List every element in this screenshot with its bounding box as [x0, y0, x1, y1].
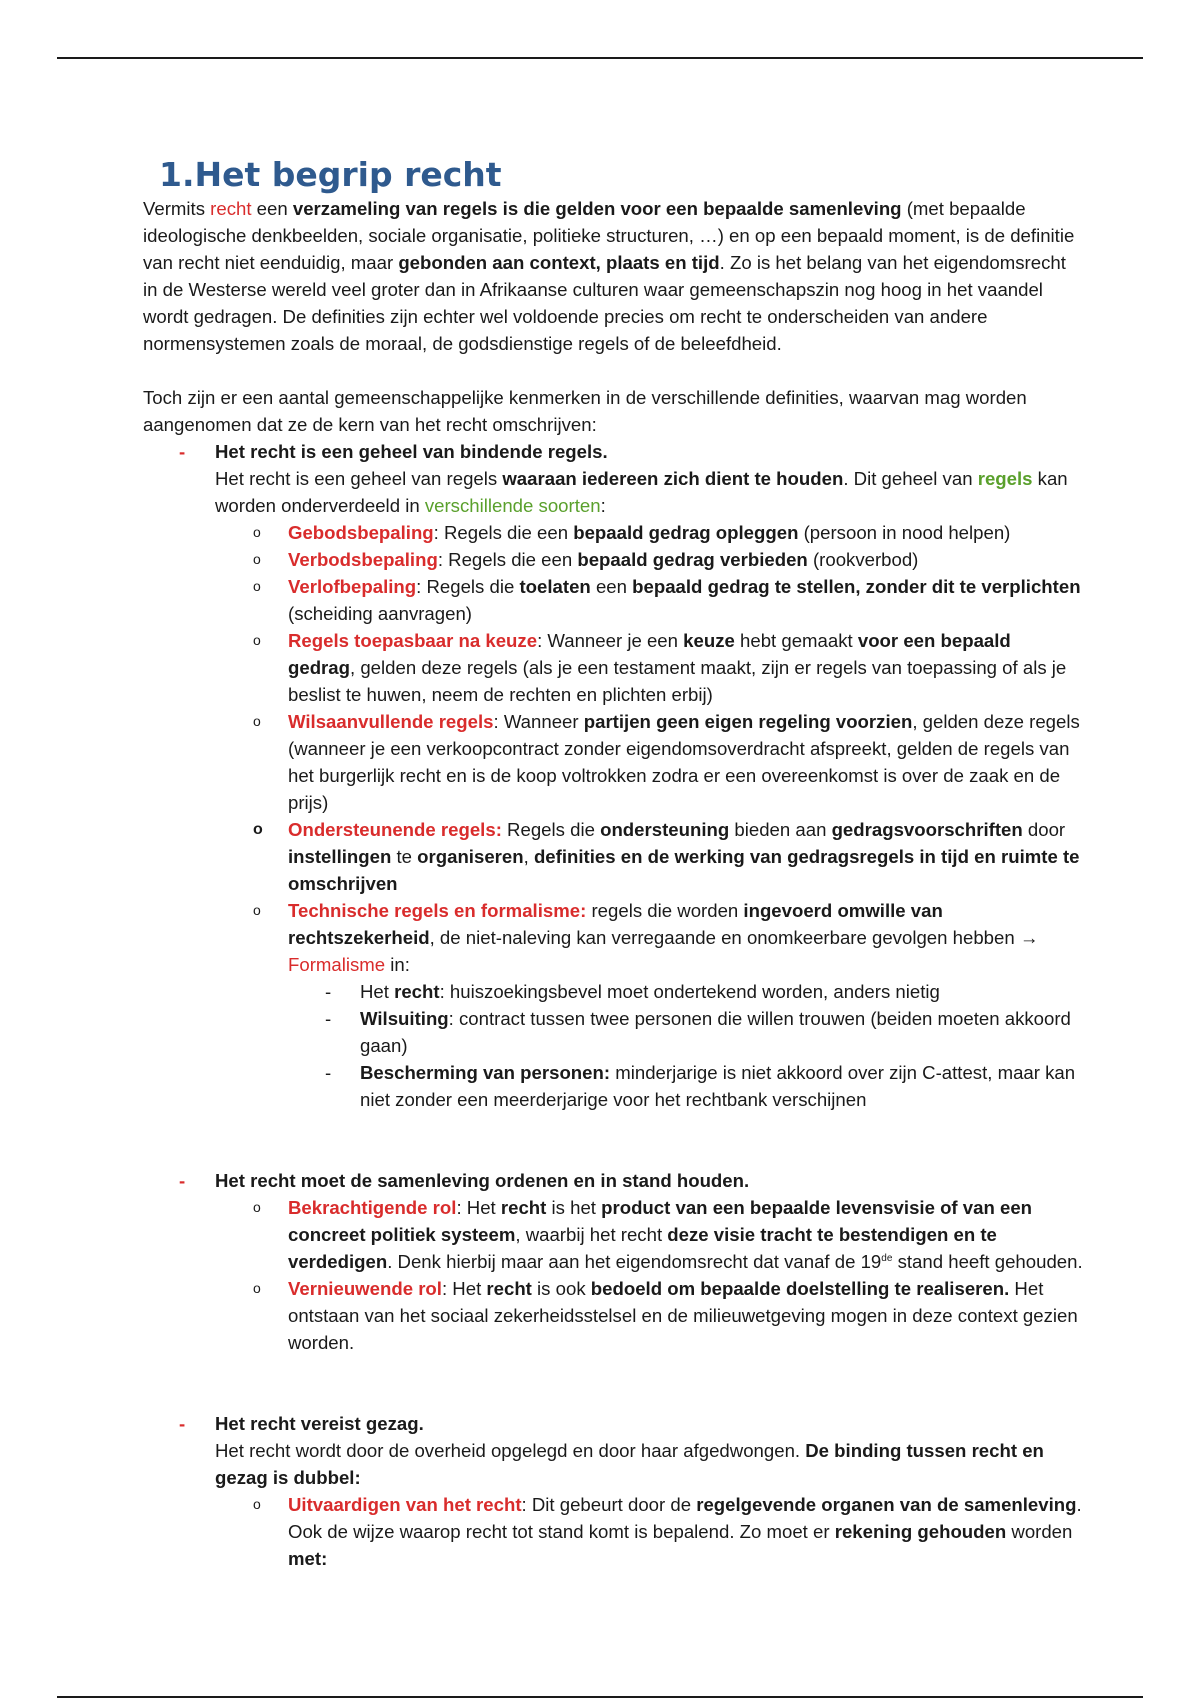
dash-bullet: -: [325, 981, 332, 1002]
section-text: Het recht wordt door de overheid opgelegd en door haar afgedwongen. De binding tussen recht en gezag is dubbel:: [215, 1440, 1044, 1488]
section-heading: Het recht moet de samenleving ordenen en in stand houden.: [215, 1170, 750, 1191]
circle-bullet: o: [253, 821, 263, 838]
circle-bullet: o: [253, 1280, 261, 1296]
list-item: - Bescherming van personen: minderjarige is niet akkoord over zijn C-attest, maar kan niet zonder een meerderjarige voor het rechtbank verschijnen: [143, 1059, 1083, 1113]
list-item: o Vernieuwende rol: Het recht is ook bedoeld om bepaalde doelstelling te realiseren. Het ontstaan van het sociaal zekerheidsstelsel en de milieuwetgeving mogen in deze context gezien worden.: [143, 1275, 1083, 1356]
section-text: Het recht is een geheel van regels waaraan iedereen zich dient te houden. Dit geheel van regels kan worden onderverdeeld in verschillende soorten:: [215, 468, 1068, 516]
list-item: o Bekrachtigende rol: Het recht is het product van een bepaalde levensvisie of van een concreet politiek systeem, waarbij het recht deze visie tracht te bestendigen en te verdedigen. Denk hierbij maar aan het eigendomsrecht dat vanaf de 19de stand heeft gehouden.: [143, 1194, 1083, 1275]
top-rule: [57, 57, 1143, 59]
circle-bullet: o: [253, 1496, 261, 1512]
list-item: o Verlofbepaling: Regels die toelaten een bepaald gedrag te stellen, zonder dit te verplichten (scheiding aanvragen): [143, 573, 1083, 627]
dash-bullet: -: [325, 1062, 332, 1083]
page-title: 1.Het begrip recht: [159, 155, 502, 194]
circle-bullet: o: [253, 713, 261, 729]
section-heading: Het recht is een geheel van bindende regels.: [215, 441, 608, 462]
circle-bullet: o: [253, 902, 261, 918]
document-body: [143, 155, 1083, 1572]
circle-bullet: o: [253, 1199, 261, 1215]
list-item: o Wilsaanvullende regels: Wanneer partijen geen eigen regeling voorzien, gelden deze regels (wanneer je een verkoopcontract zonder eigendomsoverdracht afspreekt, gelden de regels van het burgerlijk recht en is de koop voltrokken zodra er een overeenkomst is over de zaak en de prijs): [143, 708, 1083, 816]
list-item: - Het recht: huiszoekingsbevel moet ondertekend worden, anders nietig: [143, 978, 1083, 1005]
circle-bullet: o: [253, 578, 261, 594]
list-item: [143, 438, 1083, 519]
kenmerken-intro: Toch zijn er een aantal gemeenschappelijke kenmerken in de verschillende definities, waarvan mag worden aangenomen dat ze de kern van het recht omschrijven:: [143, 387, 1027, 435]
list-item: o Ondersteunende regels: Regels die ondersteuning bieden aan gedragsvoorschriften door instellingen te organiseren, definities en de werking van gedragsregels in tijd en ruimte te omschrijven: [143, 816, 1083, 897]
dash-bullet: -: [179, 441, 186, 462]
list-item: o Verbodsbepaling: Regels die een bepaald gedrag verbieden (rookverbod): [143, 546, 1083, 573]
list-item: o Gebodsbepaling: Regels die een bepaald gedrag opleggen (persoon in nood helpen): [143, 519, 1083, 546]
arrow-icon: →: [1019, 927, 1039, 948]
list-item: o Regels toepasbaar na keuze: Wanneer je een keuze hebt gemaakt voor een bepaald gedrag, gelden deze regels (als je een testament maakt, zijn er regels van toepassing of als je beslist te huwen, neem de rechten en plichten erbij): [143, 627, 1083, 708]
list-item: [143, 1410, 1083, 1491]
dash-bullet: -: [179, 1170, 186, 1191]
dash-bullet: -: [325, 1008, 332, 1029]
circle-bullet: o: [253, 524, 261, 540]
circle-bullet: o: [253, 551, 261, 567]
list-item: - Wilsuiting: contract tussen twee personen die willen trouwen (beiden moeten akkoord gaan): [143, 1005, 1083, 1059]
list-item: o Uitvaardigen van het recht: Dit gebeurt door de regelgevende organen van de samenleving. Ook de wijze waarop recht tot stand komt is bepalend. Zo moet er rekening gehouden worden met:: [143, 1491, 1083, 1572]
list-item: o Technische regels en formalisme: regels die worden ingevoerd omwille van rechtszekerheid, de niet-naleving kan verregaande en onomkeerbare gevolgen hebben → Formalisme in:: [143, 897, 1083, 978]
list-item: [143, 1167, 1083, 1194]
bottom-rule: [57, 1696, 1143, 1698]
section-heading: Het recht vereist gezag.: [215, 1413, 424, 1434]
dash-bullet: -: [179, 1413, 186, 1434]
circle-bullet: o: [253, 632, 261, 648]
intro-paragraph: Vermits recht een verzameling van regels is die gelden voor een bepaalde samenleving (met bepaalde ideologische denkbeelden, sociale organisatie, politieke structuren, …) en op een bepaald moment, is de definitie van recht niet eenduidig, maar gebonden aan context, plaats en tijd. Zo is het belang van het eigendomsrecht in de Westerse wereld veel groter dan in Afrikaanse culturen waar gemeenschapszin nog hoog in het vaandel wordt gedragen. De definities zijn echter wel voldoende precies om recht te onderscheiden van andere normensystemen zoals de moraal, de godsdienstige regels of de beleefdheid.: [143, 198, 1075, 354]
